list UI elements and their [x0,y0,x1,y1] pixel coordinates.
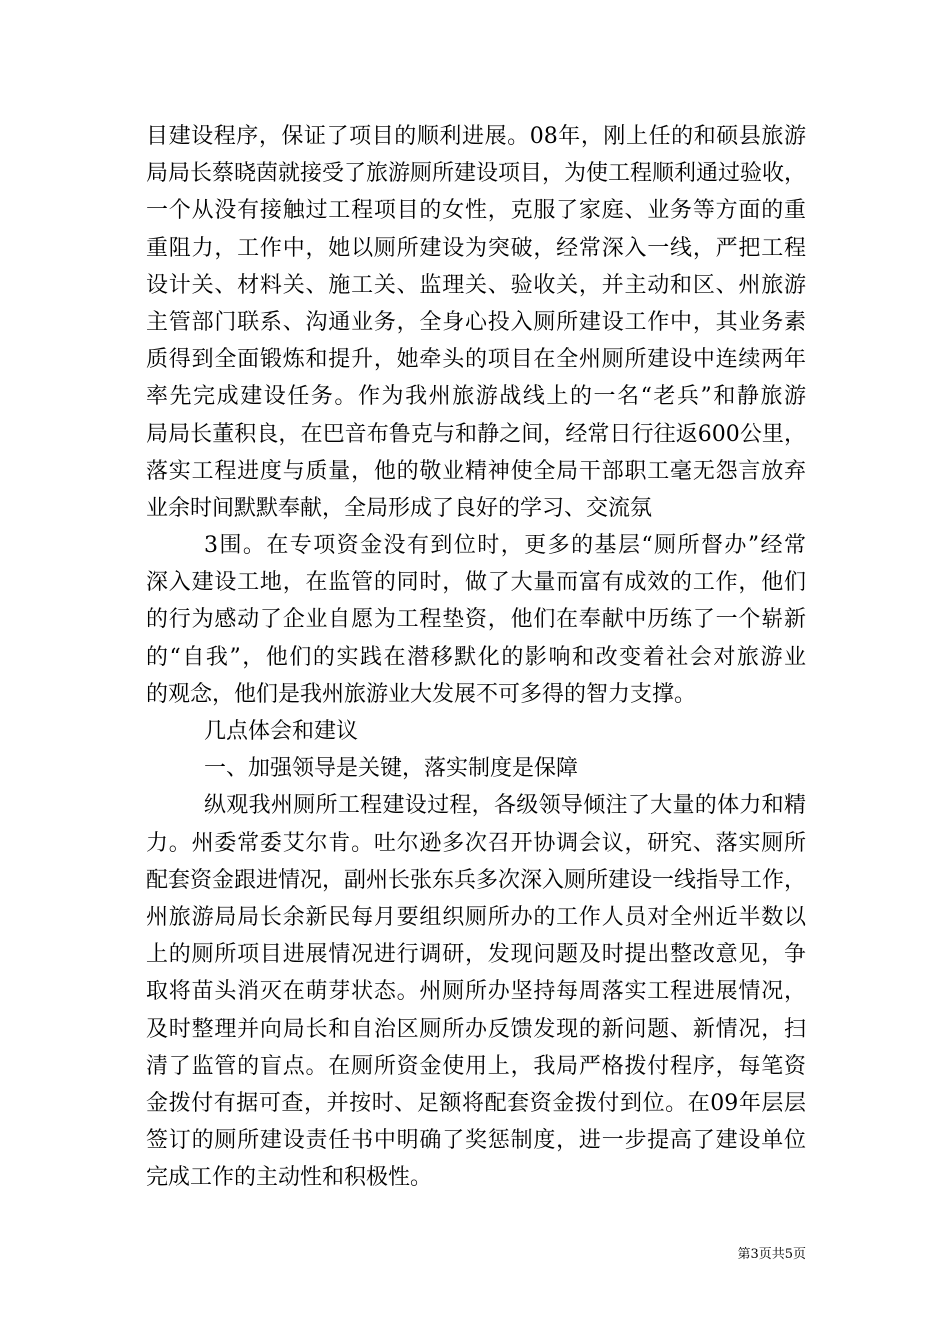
text-line: 上的厕所项目进展情况进行调研，发现问题及时提出整改意见，争 [146,942,806,968]
text-line: 落实工程进度与质量，他的敬业精神使全局干部职工毫无怨言放弃 [146,458,806,484]
text-line: 目建设程序，保证了项目的顺利进展。08年，刚上任的和硕县旅游 [146,124,806,149]
body-text [146,118,806,1196]
text-line: 清了监管的盲点。在厕所资金使用上，我局严格拨付程序，每笔资 [146,1053,806,1079]
text-line: 取将苗头消灭在萌芽状态。州厕所办坚持每周落实工程进展情况， [146,979,806,1005]
text-line: 局局长董积良，在巴音布鲁克与和静之间，经常日行往返600公里， [146,421,806,447]
paragraph-start-line: 3围。在专项资金没有到位时，更多的基层“厕所督办”经常 [204,533,806,559]
text-line: 州旅游局局长余新民每月要组织厕所办的工作人员对全州近半数以 [146,904,806,930]
text-line: 重阻力，工作中，她以厕所建设为突破，经常深入一线，严把工程 [146,235,806,261]
text-line: 主管部门联系、沟通业务，全身心投入厕所建设工作中，其业务素 [146,309,806,335]
text-line: 的“自我”，他们的实践在潜移默化的影响和改变着社会对旅游业 [146,644,806,670]
text-line: 质得到全面锻炼和提升，她牵头的项目在全州厕所建设中连续两年 [146,347,806,373]
text-line: 率先完成建设任务。作为我州旅游战线上的一名“老兵”和静旅游 [146,384,806,410]
text-line: 签订的厕所建设责任书中明确了奖惩制度，进一步提高了建设单位 [146,1128,806,1154]
text-line: 局局长蔡晓茵就接受了旅游厕所建设项目，为使工程顺利通过验收， [146,161,806,187]
text-line: 的行为感动了企业自愿为工程垫资，他们在奉献中历练了一个崭新 [146,607,806,633]
text-line: 配套资金跟进情况，副州长张东兵多次深入厕所建设一线指导工作， [146,867,806,893]
text-line: 深入建设工地，在监管的同时，做了大量而富有成效的工作，他们 [146,570,806,596]
text-line: 设计关、材料关、施工关、监理关、验收关，并主动和区、州旅游 [146,272,806,298]
section-heading: 几点体会和建议 [204,719,359,744]
text-line: 的观念，他们是我州旅游业大发展不可多得的智力支撑。 [146,681,697,707]
text-line: 完成工作的主动性和积极性。 [146,1165,433,1191]
page-number: 第3页共5页 [737,1247,806,1262]
text-line: 业余时间默默奉献，全局形成了良好的学习、交流氛 [146,495,653,521]
text-line: 一个从没有接触过工程项目的女性，克服了家庭、业务等方面的重 [146,198,806,224]
text-line: 力。州委常委艾尔肯。吐尔逊多次召开协调会议，研究、落实厕所 [146,830,806,856]
text-line: 金拨付有据可查，并按时、足额将配套资金拨付到位。在09年层层 [146,1090,806,1116]
subsection-heading: 一、加强领导是关键，落实制度是保障 [204,756,579,782]
text-line: 及时整理并向局长和自治区厕所办反馈发现的新问题、新情况，扫 [146,1016,806,1042]
paragraph-start-line: 纵观我州厕所工程建设过程，各级领导倾注了大量的体力和精 [204,793,806,819]
